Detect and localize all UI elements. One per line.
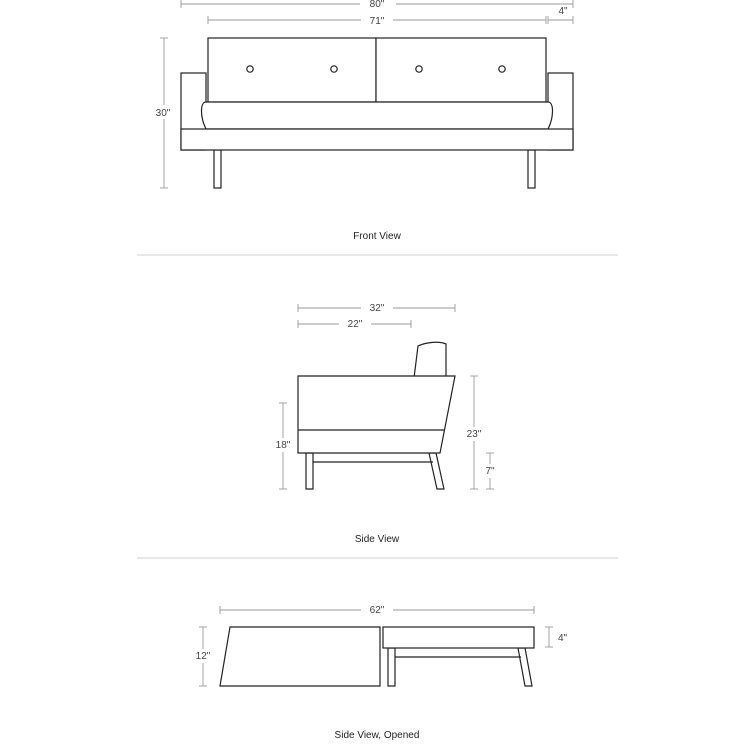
side-seat-depth-label: 22" xyxy=(347,319,363,330)
front-right-leg xyxy=(528,150,535,188)
opened-view-caption: Side View, Opened xyxy=(334,730,420,741)
front-seat-cushion xyxy=(202,102,553,129)
front-back-cushion-left xyxy=(208,38,376,102)
side-back-cushion xyxy=(414,342,446,378)
front-overall-width-label: 80" xyxy=(369,0,385,10)
front-back-width-label: 71" xyxy=(369,16,385,27)
front-view xyxy=(152,0,573,242)
opened-height-label: 12" xyxy=(195,651,211,662)
front-view-caption: Front View xyxy=(353,231,401,242)
opened-seat-body xyxy=(383,627,534,648)
side-view-caption: Side View xyxy=(354,534,400,545)
side-view xyxy=(272,301,500,545)
side-front-leg xyxy=(306,453,313,489)
front-tuft-button-1 xyxy=(247,66,253,72)
side-depth-label: 32" xyxy=(369,303,385,314)
opened-front-leg xyxy=(388,648,395,686)
opened-length-label: 62" xyxy=(369,605,385,616)
opened-cushion-dimension xyxy=(545,627,568,647)
front-base xyxy=(181,129,573,150)
side-depth-dimension xyxy=(298,301,455,314)
side-seat-depth-dimension xyxy=(298,317,411,330)
side-seat-height-label: 18" xyxy=(275,440,291,451)
front-height-label: 30" xyxy=(155,108,171,119)
front-tuft-button-2 xyxy=(331,66,337,72)
side-rear-leg xyxy=(429,453,444,489)
side-arm-height-label: 23" xyxy=(466,429,482,440)
opened-cushion-label: 4" xyxy=(558,633,568,644)
side-leg-height-label: 7" xyxy=(485,466,495,477)
front-back-width-dimension xyxy=(208,14,546,27)
side-view-opened xyxy=(191,603,568,741)
opened-back-panel xyxy=(220,627,380,686)
side-seat-height-dimension xyxy=(272,403,296,489)
opened-height-dimension xyxy=(191,627,215,686)
front-tuft-button-4 xyxy=(499,66,505,72)
opened-rear-leg xyxy=(518,648,532,686)
front-left-leg xyxy=(214,150,221,188)
side-leg-height-dimension xyxy=(480,453,500,489)
front-height-dimension xyxy=(152,38,176,188)
opened-length-dimension xyxy=(220,603,534,616)
front-overall-width-dimension xyxy=(181,0,573,10)
side-body xyxy=(298,376,455,453)
front-arm-width-label: 4" xyxy=(558,6,568,17)
front-arm-width-dimension xyxy=(548,6,573,24)
front-tuft-button-3 xyxy=(416,66,422,72)
front-back-cushion-right xyxy=(376,38,546,102)
